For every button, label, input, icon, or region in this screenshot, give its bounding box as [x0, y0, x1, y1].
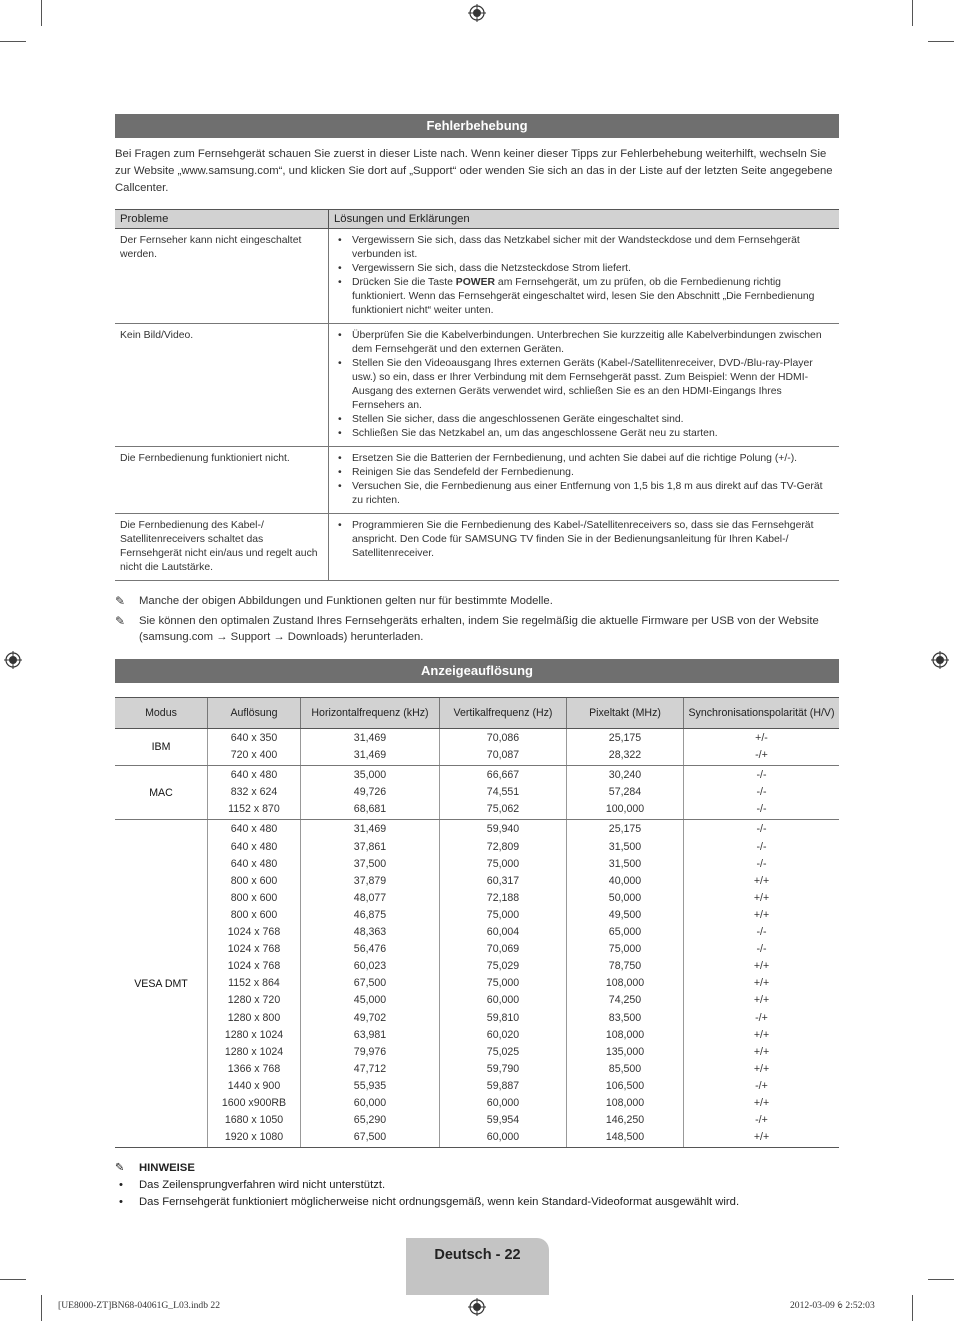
table-value: 65,000 — [608, 926, 642, 939]
table-value: 28,322 — [608, 749, 642, 762]
table-value: 75,029 — [486, 960, 520, 973]
table-value: +/+ — [753, 874, 770, 887]
resolution-group-row — [115, 820, 839, 1148]
troubleshooting-table — [115, 209, 839, 581]
hinweise-item: • Das Fernsehgerät funktioniert möglicherweise nicht ordnungsgemäß, wenn kein Standard-Videoformat ausgewählt wird. — [139, 1194, 839, 1211]
table-value: 108,000 — [605, 1028, 645, 1041]
table-value: 135,000 — [605, 1045, 645, 1058]
crop-mark — [0, 41, 26, 42]
hfreq-cell — [301, 820, 440, 1148]
column-header-loesungen: Lösungen und Erklärungen — [329, 210, 840, 229]
table-value: -/+ — [755, 1114, 768, 1127]
pencil-note-icon: ✎ — [115, 594, 126, 608]
column-header-synchronisationspolaritaet: Synchronisationspolarität (H/V) — [684, 698, 840, 729]
problem-row — [115, 447, 839, 514]
table-value: 66,667 — [486, 769, 520, 782]
table-value: 1680 x 1050 — [224, 1114, 284, 1127]
vfreq-cell — [440, 766, 567, 820]
problem-cell: Die Fernbedienung funktioniert nicht. — [115, 447, 329, 514]
table-value: 800 x 600 — [230, 891, 278, 904]
table-value: 1024 x 768 — [227, 943, 281, 956]
notes — [115, 593, 839, 645]
page-label: Deutsch - 22 — [434, 1247, 521, 1263]
table-value: 31,469 — [353, 749, 387, 762]
table-value: 70,069 — [486, 943, 520, 956]
table-value: 75,000 — [486, 857, 520, 870]
table-value: 640 x 480 — [230, 769, 278, 782]
pencil-note-icon: ✎ — [115, 614, 126, 628]
hinweise-title: HINWEISE — [139, 1162, 195, 1175]
table-value: 83,500 — [608, 1011, 642, 1024]
table-value: 1600 x900RB — [221, 1096, 287, 1109]
table-value: 31,469 — [353, 823, 387, 836]
crop-mark — [41, 0, 42, 26]
intro-text: Bei Fragen zum Fernsehgerät schauen Sie zuerst in dieser Liste nach. Wenn keiner dieser Tipps zur Fehlerbehebung weiterhilft, wechseln Sie zur Website „www.samsung.com“, und klicken Sie dort auf „Support“ oder wenden Sie sich an das in der Liste auf der letzten Seite angegebene Callcenter. — [115, 148, 833, 194]
table-value: 67,500 — [353, 977, 387, 990]
table-value: 60,004 — [486, 926, 520, 939]
crop-mark — [928, 1279, 954, 1280]
table-value: 720 x 400 — [230, 749, 278, 762]
table-value: 60,000 — [353, 1096, 387, 1109]
table-value: 1280 x 800 — [227, 1011, 281, 1024]
table-value: +/+ — [753, 1131, 770, 1144]
table-value: 25,175 — [608, 732, 642, 744]
solution-item: • Drücken Sie die Taste POWER am Fernsehgerät, um zu prüfen, ob die Fernbedienung richtig funktioniert. Wenn das Fernsehgerät eingeschaltet wird, lesen Sie den Abschnitt „Die Fernbedienung funktioniert nicht“ weiter unten. — [352, 276, 834, 318]
solution-cell — [329, 447, 840, 514]
table-value: 68,681 — [353, 803, 387, 816]
resolution-group-row — [115, 766, 839, 820]
problem-cell: Die Fernbedienung des Kabel-/ Satellitenreceivers schaltet das Fernsehgerät nicht ein/aus und regelt auch nicht die Lautstärke. — [115, 514, 329, 581]
table-value: 75,025 — [486, 1045, 520, 1058]
hinweise-item: • Das Zeilensprungverfahren wird nicht unterstützt. — [139, 1177, 839, 1194]
solution-item: • Versuchen Sie, die Fernbedienung aus einer Entfernung von 1,5 bis 1,8 m aus direkt auf das TV-Gerät zu richten. — [352, 480, 834, 508]
table-value: 25,175 — [608, 823, 642, 836]
pixelclock-cell — [567, 729, 684, 766]
registration-mark-icon — [468, 1298, 486, 1316]
solution-list — [335, 452, 834, 508]
table-value: -/- — [756, 943, 767, 956]
table-value: 1024 x 768 — [227, 926, 281, 939]
solution-item: • Vergewissern Sie sich, dass die Netzsteckdose Strom liefert. — [352, 262, 834, 276]
table-value: 148,500 — [605, 1131, 645, 1144]
page-number-tab — [406, 1238, 549, 1295]
solution-item: • Reinigen Sie das Sendefeld der Fernbedienung. — [352, 466, 834, 480]
solution-cell — [329, 324, 840, 447]
table-value: 48,077 — [353, 891, 387, 904]
table-value: 100,000 — [605, 803, 645, 816]
resolution-cell — [208, 766, 301, 820]
table-value: 67,500 — [353, 1131, 387, 1144]
table-value: 1280 x 1024 — [224, 1045, 284, 1058]
table-value: 75,000 — [486, 977, 520, 990]
table-value: 79,976 — [353, 1045, 387, 1058]
table-value: 37,500 — [353, 857, 387, 870]
table-value: 63,981 — [353, 1028, 387, 1041]
table-value: 56,476 — [353, 943, 387, 956]
table-value: -/- — [756, 926, 767, 939]
hinweise-list — [115, 1177, 839, 1211]
note-text: Manche der obigen Abbildungen und Funktionen gelten nur für bestimmte Modelle. — [139, 595, 553, 607]
section-title-fehlerbehebung: Fehlerbehebung — [115, 114, 839, 138]
table-value: +/+ — [753, 1028, 770, 1041]
table-value: 50,000 — [608, 891, 642, 904]
table-value: 108,000 — [605, 1096, 645, 1109]
crop-mark — [41, 1295, 42, 1321]
section-title-anzeigeaufloesung: Anzeigeauflösung — [115, 659, 839, 683]
column-header-pixeltakt: Pixeltakt (MHz) — [567, 698, 684, 729]
table-value: -/+ — [755, 1079, 768, 1092]
table-value: -/+ — [755, 1011, 768, 1024]
solution-list — [335, 234, 834, 318]
table-value: -/- — [756, 840, 767, 853]
resolution-group-row — [115, 729, 839, 766]
hfreq-cell — [301, 766, 440, 820]
solution-cell — [329, 229, 840, 324]
table-value: 1280 x 1024 — [224, 1028, 284, 1041]
table-value: 30,240 — [608, 769, 642, 782]
table-value: 72,188 — [486, 891, 520, 904]
table-value: +/+ — [753, 977, 770, 990]
solution-item: • Stellen Sie den Videoausgang Ihres externen Geräts (Kabel-/Satellitenreceiver, DVD-/Blu-ray-Player usw.) so ein, dass er Ihrer Verbindung mit dem Fernsehgerät passt. Zum Beispiel: Wenn der HDMI-Ausgang des externen Geräts verwendet wird, schließen Sie es an den HDMI-Eingangs Ihres Fernsehers an. — [352, 357, 834, 413]
problem-cell: Der Fernseher kann nicht eingeschaltet werden. — [115, 229, 329, 324]
table-value: +/+ — [753, 1096, 770, 1109]
table-value: -/- — [756, 769, 767, 782]
table-value: 59,790 — [486, 1062, 520, 1075]
table-value: 75,000 — [486, 908, 520, 921]
polarity-cell — [684, 729, 840, 766]
table-value: 49,500 — [608, 908, 642, 921]
mode-cell: IBM — [115, 729, 208, 766]
table-value: 59,810 — [486, 1011, 520, 1024]
registration-mark-icon — [4, 651, 22, 669]
crop-mark — [0, 1279, 26, 1280]
table-value: 47,712 — [353, 1062, 387, 1075]
table-value: 48,363 — [353, 926, 387, 939]
power-key-label: POWER — [455, 277, 496, 288]
table-value: 146,250 — [605, 1114, 645, 1127]
table-value: -/- — [756, 786, 767, 799]
hinweise-heading — [115, 1160, 839, 1177]
table-value: 65,290 — [353, 1114, 387, 1127]
table-value: 1280 x 720 — [227, 994, 281, 1007]
table-value: 60,000 — [486, 1131, 520, 1144]
table-value: 1024 x 768 — [227, 960, 281, 973]
table-value: 832 x 624 — [230, 786, 278, 799]
table-value: -/+ — [755, 749, 768, 762]
table-value: 60,000 — [486, 994, 520, 1007]
table-value: 1152 x 864 — [228, 977, 280, 990]
note-item — [115, 593, 839, 609]
table-value: 74,551 — [486, 786, 520, 799]
column-header-aufloesung: Auflösung — [208, 698, 301, 729]
table-value: 55,935 — [353, 1079, 387, 1092]
resolution-cell — [208, 820, 301, 1148]
table-value: 60,023 — [353, 960, 387, 973]
problem-cell: Kein Bild/Video. — [115, 324, 329, 447]
solution-item: • Schließen Sie das Netzkabel an, um das angeschlossene Gerät neu zu starten. — [352, 427, 834, 441]
table-value: 640 x 480 — [230, 840, 278, 853]
vfreq-cell — [440, 729, 567, 766]
table-value: 640 x 480 — [230, 823, 278, 836]
table-value: 1920 x 1080 — [224, 1131, 284, 1144]
table-value: -/- — [756, 857, 767, 870]
table-value: 1366 x 768 — [227, 1062, 281, 1075]
hinweise — [115, 1160, 839, 1211]
note-item — [115, 613, 839, 645]
note-text: Sie können den optimalen Zustand Ihres Fernsehgeräts erhalten, indem Sie regelmäßig die aktuelle Firmware per USB von der Website (samsung.com → Support → Downloads) herunterladen. — [139, 615, 819, 643]
solution-list — [335, 519, 834, 561]
table-value: 78,750 — [608, 960, 642, 973]
registration-mark-icon — [468, 4, 486, 22]
table-value: 40,000 — [608, 874, 642, 887]
vfreq-cell — [440, 820, 567, 1148]
table-value: 640 x 480 — [230, 857, 278, 870]
mode-cell: MAC — [115, 766, 208, 820]
table-value: 75,062 — [486, 803, 520, 816]
table-value: 70,086 — [486, 732, 520, 744]
table-value: 60,000 — [486, 1096, 520, 1109]
resolution-cell — [208, 729, 301, 766]
hfreq-cell — [301, 729, 440, 766]
table-value: 106,500 — [605, 1079, 645, 1092]
mode-cell: VESA DMT — [115, 820, 208, 1148]
page-content — [115, 114, 839, 1211]
table-value: 59,954 — [486, 1114, 520, 1127]
table-value: 45,000 — [353, 994, 387, 1007]
table-value: 1152 x 870 — [228, 803, 280, 816]
table-value: +/+ — [753, 908, 770, 921]
table-value: 37,861 — [353, 840, 387, 853]
table-value: 31,469 — [353, 732, 387, 744]
registration-mark-icon — [931, 651, 949, 669]
solution-item: • Stellen Sie sicher, dass die angeschlossenen Geräte eingeschaltet sind. — [352, 413, 834, 427]
table-value: -/- — [756, 803, 767, 816]
table-value: 640 x 350 — [230, 732, 278, 744]
table-value: +/- — [755, 732, 768, 744]
table-value: 49,702 — [353, 1011, 387, 1024]
table-value: +/+ — [753, 960, 770, 973]
table-value: 74,250 — [608, 994, 642, 1007]
problem-row — [115, 229, 839, 324]
table-value: 57,284 — [608, 786, 642, 799]
table-value: 31,500 — [608, 840, 642, 853]
table-value: 59,940 — [486, 823, 520, 836]
crop-mark — [928, 41, 954, 42]
solution-item: • Vergewissern Sie sich, dass das Netzkabel sicher mit der Wandsteckdose und dem Fernsehgerät verbunden ist. — [352, 234, 834, 262]
table-value: 35,000 — [353, 769, 387, 782]
solution-cell — [329, 514, 840, 581]
table-value: 37,879 — [353, 874, 387, 887]
problem-row — [115, 324, 839, 447]
table-value: 72,809 — [486, 840, 520, 853]
column-header-probleme: Probleme — [115, 210, 329, 229]
pencil-note-icon: ✎ — [115, 1162, 125, 1175]
table-value: +/+ — [753, 891, 770, 904]
resolution-table — [115, 697, 839, 1148]
solution-item: • Programmieren Sie die Fernbedienung des Kabel-/Satellitenreceivers so, dass sie das Fernsehgerät anspricht. Den Code für SAMSUNG TV finden Sie in der Bedienungsanleitung für Ihren Kabel-/ Satellitenreceiver. — [352, 519, 834, 561]
table-value: -/- — [756, 823, 767, 836]
pixelclock-cell — [567, 766, 684, 820]
table-value: +/+ — [753, 1062, 770, 1075]
table-value: 60,020 — [486, 1028, 520, 1041]
column-header-horizontalfrequenz: Horizontalfrequenz (kHz) — [301, 698, 440, 729]
table-value: 46,875 — [353, 908, 387, 921]
table-value: 108,000 — [605, 977, 645, 990]
solution-list — [335, 329, 834, 441]
solution-item: • Ersetzen Sie die Batterien der Fernbedienung, und achten Sie dabei auf die richtige Polung (+/-). — [352, 452, 834, 466]
problem-row — [115, 514, 839, 581]
pixelclock-cell — [567, 820, 684, 1148]
table-value: 75,000 — [608, 943, 642, 956]
table-value: 85,500 — [608, 1062, 642, 1075]
table-value: 70,087 — [486, 749, 520, 762]
polarity-cell — [684, 766, 840, 820]
column-header-vertikalfrequenz: Vertikalfrequenz (Hz) — [440, 698, 567, 729]
column-header-modus: Modus — [115, 698, 208, 729]
footer-file-info: [UE8000-ZT]BN68-04061G_L03.indb 22 — [58, 1300, 221, 1311]
table-value: 1440 x 900 — [227, 1079, 281, 1092]
table-value: +/+ — [753, 994, 770, 1007]
table-value: 60,317 — [486, 874, 520, 887]
polarity-cell — [684, 820, 840, 1148]
table-value: 31,500 — [608, 857, 642, 870]
crop-mark — [912, 1295, 913, 1321]
table-value: 800 x 600 — [230, 874, 278, 887]
crop-mark — [912, 0, 913, 26]
table-value: 59,887 — [486, 1079, 520, 1092]
table-value: +/+ — [753, 1045, 770, 1058]
footer-timestamp: 2012-03-09 ꕃ 2:52:03 — [790, 1300, 875, 1311]
solution-item: • Überprüfen Sie die Kabelverbindungen. Unterbrechen Sie kurzzeitig alle Kabelverbindungen zwischen dem Fernsehgerät und den externen Geräten. — [352, 329, 834, 357]
table-value: 49,726 — [353, 786, 387, 799]
table-value: 800 x 600 — [230, 908, 278, 921]
